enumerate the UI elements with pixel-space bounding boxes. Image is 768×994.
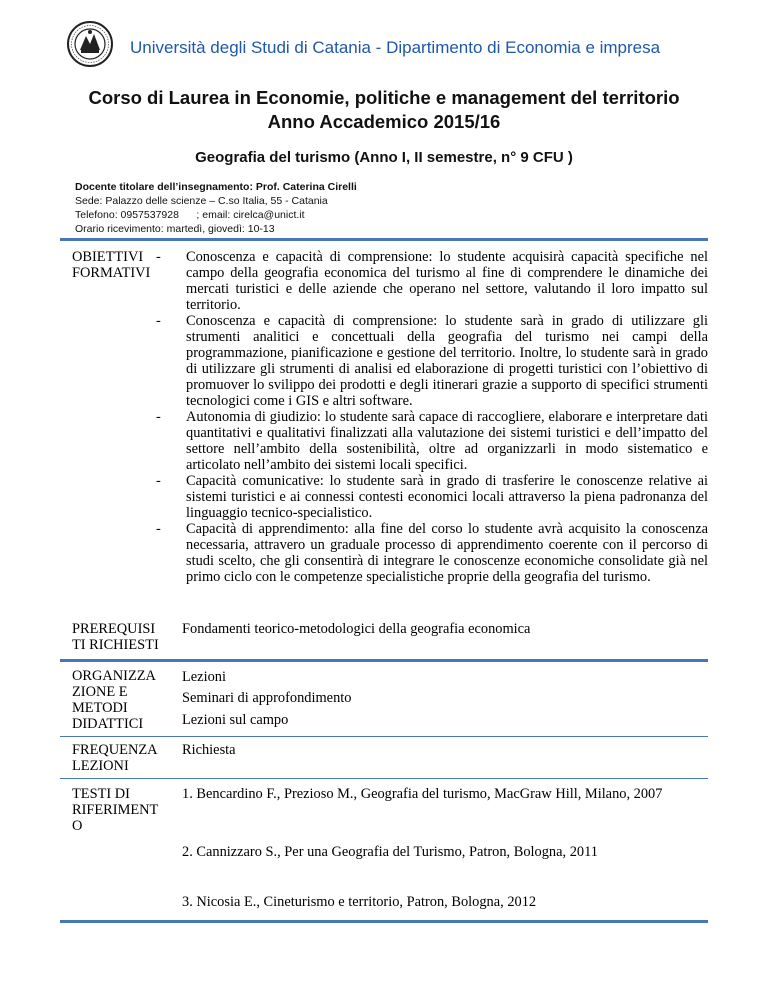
divider-top — [60, 238, 708, 241]
divider — [60, 778, 708, 779]
method-item: Seminari di approfondimento — [182, 690, 352, 706]
teacher-name: Docente titolare dell’insegnamento: Prof. Caterina Cirelli — [75, 181, 357, 193]
teacher-office: Sede: Palazzo delle scienze – C.so Italia, 55 - Catania — [75, 195, 328, 207]
objective-item: - Conoscenza e capacità di comprensione: lo studente acquisirà capacità specifiche nel campo della geografia economica del turismo al fine di comprendere le dinamiche dei mercati turistici e delle aziende che operano nel settore, valutando il loro impatto sul territorio. — [156, 249, 708, 313]
reference-item: 3. Nicosia E., Cineturismo e territorio, Patron, Bologna, 2012 — [182, 894, 537, 910]
reference-item: 1. Bencardino F., Prezioso M., Geografia del turismo, MacGraw Hill, Milano, 2007 — [182, 786, 663, 802]
subject-title: Geografia del turismo (Anno I, II semestre, n° 9 CFU ) — [195, 149, 573, 166]
course-title-line1: Corso di Laurea in Economie, politiche e management del territorio — [88, 87, 680, 108]
teacher-contacts: Telefono: 0957537928 ; email: cirelca@unict.it — [75, 209, 305, 221]
label-prerequisiti: PREREQUISI TI RICHIESTI — [72, 621, 159, 653]
frequenza-value: Richiesta — [182, 742, 236, 758]
course-title — [0, 86, 768, 134]
objective-item: - Capacità di apprendimento: alla fine del corso lo studente avrà acquisito la conoscenza necessaria, attravero un graduale processo di apprendimento coerente con il percorso di studi scelto, che gli consentirà di integrare le conoscenze economiche consolidate già nel primo ciclo con le competenze specialistiche proprie della geografia del turismo. — [156, 521, 708, 585]
objective-item: - Conoscenza e capacità di comprensione: lo studente sarà in grado di utilizzare gli strumenti analitici e concettuali della geografia del turismo nei campi della programmazione, pianificazione e gestione del territorio. Inoltre, lo studente sarà in grado di utilizzare gli strumenti di analisi ed elaborazione di progetti turistici con l’obiettivo di promuover lo svilippo dei prodotti e degli itinerari grazie a supporto di specifici strumenti tecnologici come i GIS e altri software. — [156, 313, 708, 409]
university-name: Università degli Studi di Catania - Dipartimento di Economia e impresa — [130, 38, 661, 57]
method-item: Lezioni — [182, 669, 226, 685]
label-organizzazione: ORGANIZZA ZIONE E METODI DIDATTICI — [72, 668, 156, 732]
divider-bottom — [60, 920, 708, 923]
objectives-list — [156, 249, 708, 585]
divider — [60, 736, 708, 737]
prerequisiti-value: Fondamenti teorico-metodologici della geografia economica — [182, 621, 531, 637]
objective-item: - Capacità comunicative: lo studente sarà in grado di trasferire le conoscenze relative ai sistemi turistici e ai connessi contesti economici locali attraverso la piena padronanza del linguaggio tecnico-specialistico. — [156, 473, 708, 521]
label-obiettivi: OBIETTIVI FORMATIVI — [72, 249, 151, 281]
teacher-hours: Orario ricevimento: martedì, giovedì: 10-13 — [75, 223, 275, 235]
reference-item: 2. Cannizzaro S., Per una Geografia del Turismo, Patron, Bologna, 2011 — [182, 844, 598, 860]
label-testi: TESTI DI RIFERIMENT O — [72, 786, 159, 834]
document-header — [0, 0, 768, 90]
objective-item: - Autonomia di giudizio: lo studente sarà capace di raccogliere, elaborare e interpretare dati quantitativi e qualitativi finalizzati alla valutazione dei sistemi turistici e dell’impatto del settore nell’ambito della sostenibilità, oltre ad organizzarli in modo sistematico e articolato nell’ambito dei sistemi locali specifici. — [156, 409, 708, 473]
university-seal-icon — [66, 20, 114, 68]
method-item: Lezioni sul campo — [182, 712, 289, 728]
teacher-info — [75, 180, 357, 236]
label-frequenza: FREQUENZA LEZIONI — [72, 742, 157, 774]
divider — [60, 659, 708, 662]
academic-year: Anno Accademico 2015/16 — [267, 111, 501, 132]
